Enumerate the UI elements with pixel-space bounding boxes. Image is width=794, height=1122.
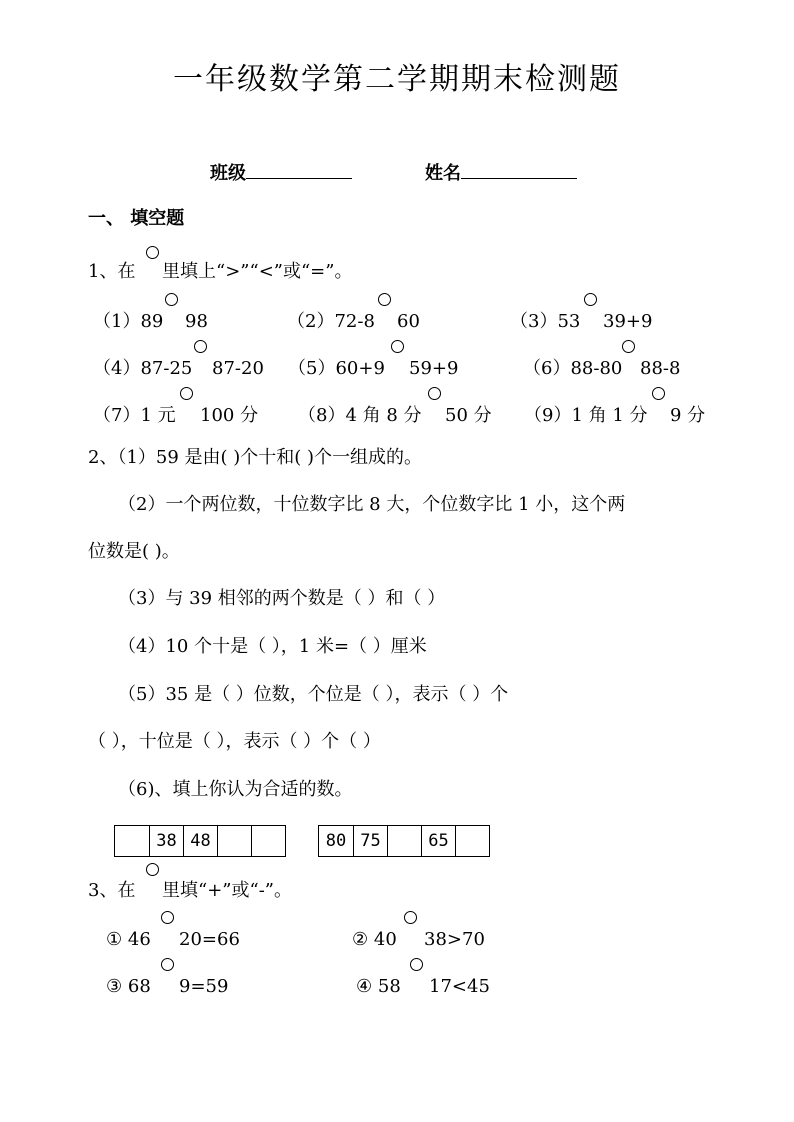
- answer-circle-icon: [146, 246, 159, 259]
- sequence-cell[interactable]: [251, 826, 285, 856]
- q2-part-6: （6)、填上你认为合适的数。: [118, 779, 353, 800]
- q1-item-6-right: 88-8: [640, 358, 681, 379]
- answer-circle-icon[interactable]: [378, 293, 391, 306]
- q2-part-5-line-2: （ ），十位是（ ），表示（ ）个（ ）: [88, 731, 381, 752]
- sequence-cell[interactable]: [387, 826, 421, 856]
- name-label: 姓名: [425, 163, 461, 184]
- page-title: 一年级数学第二学期期末检测题: [173, 62, 621, 97]
- q1-item-6: （6）88-80: [523, 358, 623, 379]
- q1-item-4-right: 87-20: [212, 358, 264, 379]
- answer-circle-icon[interactable]: [622, 340, 635, 353]
- q2-part-2-line-1: （2）一个两位数，十位数字比 8 大，个位数字比 1 小，这个两: [118, 494, 626, 515]
- q1-item-7-right: 100 分: [200, 405, 259, 426]
- q2-part-3: （3）与 39 相邻的两个数是（ ）和（ ）: [118, 588, 446, 609]
- q1-instruction-prefix: 1、在: [88, 261, 136, 282]
- answer-circle-icon[interactable]: [194, 340, 207, 353]
- q1-item-7: （7）1 元: [93, 405, 176, 426]
- answer-circle-icon[interactable]: [428, 387, 441, 400]
- name-field: [425, 160, 577, 185]
- q3-item-1: ① 46: [106, 929, 151, 950]
- answer-circle-icon[interactable]: [165, 293, 178, 306]
- sequence-cell[interactable]: [455, 826, 489, 856]
- sequence-cell: 65: [421, 826, 455, 856]
- q3-item-3-right: 9=59: [179, 976, 229, 997]
- q1-item-2-right: 60: [397, 311, 420, 332]
- q3-item-3: ③ 68: [106, 976, 151, 997]
- sequence-cell: 80: [325, 831, 347, 851]
- name-blank[interactable]: [461, 160, 577, 179]
- answer-circle-icon[interactable]: [584, 293, 597, 306]
- class-field: [210, 160, 352, 185]
- q3-item-1-right: 20=66: [179, 929, 240, 950]
- answer-circle-icon[interactable]: [410, 958, 423, 971]
- sequence-cell: 48: [183, 826, 217, 856]
- q1-item-8-right: 50 分: [445, 405, 492, 426]
- q3-item-2: ② 40: [352, 929, 397, 950]
- q2-part-1: 2、（1）59 是由( )个十和( )个一组成的。: [88, 447, 423, 468]
- answer-circle-icon[interactable]: [652, 387, 665, 400]
- q1-item-5: （5）60+9: [288, 358, 385, 379]
- q1-item-9: （9）1 角 1 分: [524, 405, 648, 426]
- section-heading: 一、 填空题: [88, 208, 185, 229]
- q1-item-3-right: 39+9: [603, 311, 653, 332]
- answer-circle-icon[interactable]: [391, 340, 404, 353]
- q1-item-8: （8）4 角 8 分: [298, 405, 422, 426]
- q3-item-4: ④ 58: [356, 976, 401, 997]
- class-blank[interactable]: [246, 160, 352, 179]
- q1-item-2: （2）72-8: [287, 311, 375, 332]
- sequence-cell: 38: [149, 826, 183, 856]
- q2-part-5-line-1: （5）35 是（ ）位数，个位是（ ），表示（ ）个: [118, 684, 509, 705]
- q3-item-2-right: 38>70: [424, 929, 485, 950]
- sequence-cell: 75: [353, 826, 387, 856]
- answer-circle-icon[interactable]: [404, 911, 417, 924]
- q2-part-2-line-2: 位数是( )。: [88, 541, 180, 562]
- q3-item-4-right: 17<45: [429, 976, 490, 997]
- q3-instruction-suffix: 里填“+”或“-”。: [162, 880, 292, 901]
- answer-circle-icon[interactable]: [180, 387, 193, 400]
- class-label: 班级: [210, 163, 246, 184]
- answer-circle-icon[interactable]: [161, 958, 174, 971]
- sequence-cell[interactable]: [217, 826, 251, 856]
- q1-item-9-right: 9 分: [670, 405, 706, 426]
- number-sequence-1: [114, 825, 286, 857]
- q1-item-1: （1）89: [93, 311, 164, 332]
- answer-circle-icon[interactable]: [161, 911, 174, 924]
- q1-item-1-right: 98: [185, 311, 208, 332]
- q2-part-4: （4）10 个十是（ ），1 米=（ ）厘米: [118, 636, 427, 657]
- sequence-cell[interactable]: [115, 826, 149, 856]
- answer-circle-icon: [146, 863, 159, 876]
- q1-item-3: （3）53: [510, 311, 581, 332]
- q1-instruction-suffix: 里填上“>”“<”或“=”。: [162, 261, 353, 282]
- q3-instruction-prefix: 3、在: [88, 880, 136, 901]
- q1-item-5-right: 59+9: [409, 358, 459, 379]
- q1-item-4: （4）87-25: [93, 358, 193, 379]
- number-sequence-2: [318, 825, 490, 857]
